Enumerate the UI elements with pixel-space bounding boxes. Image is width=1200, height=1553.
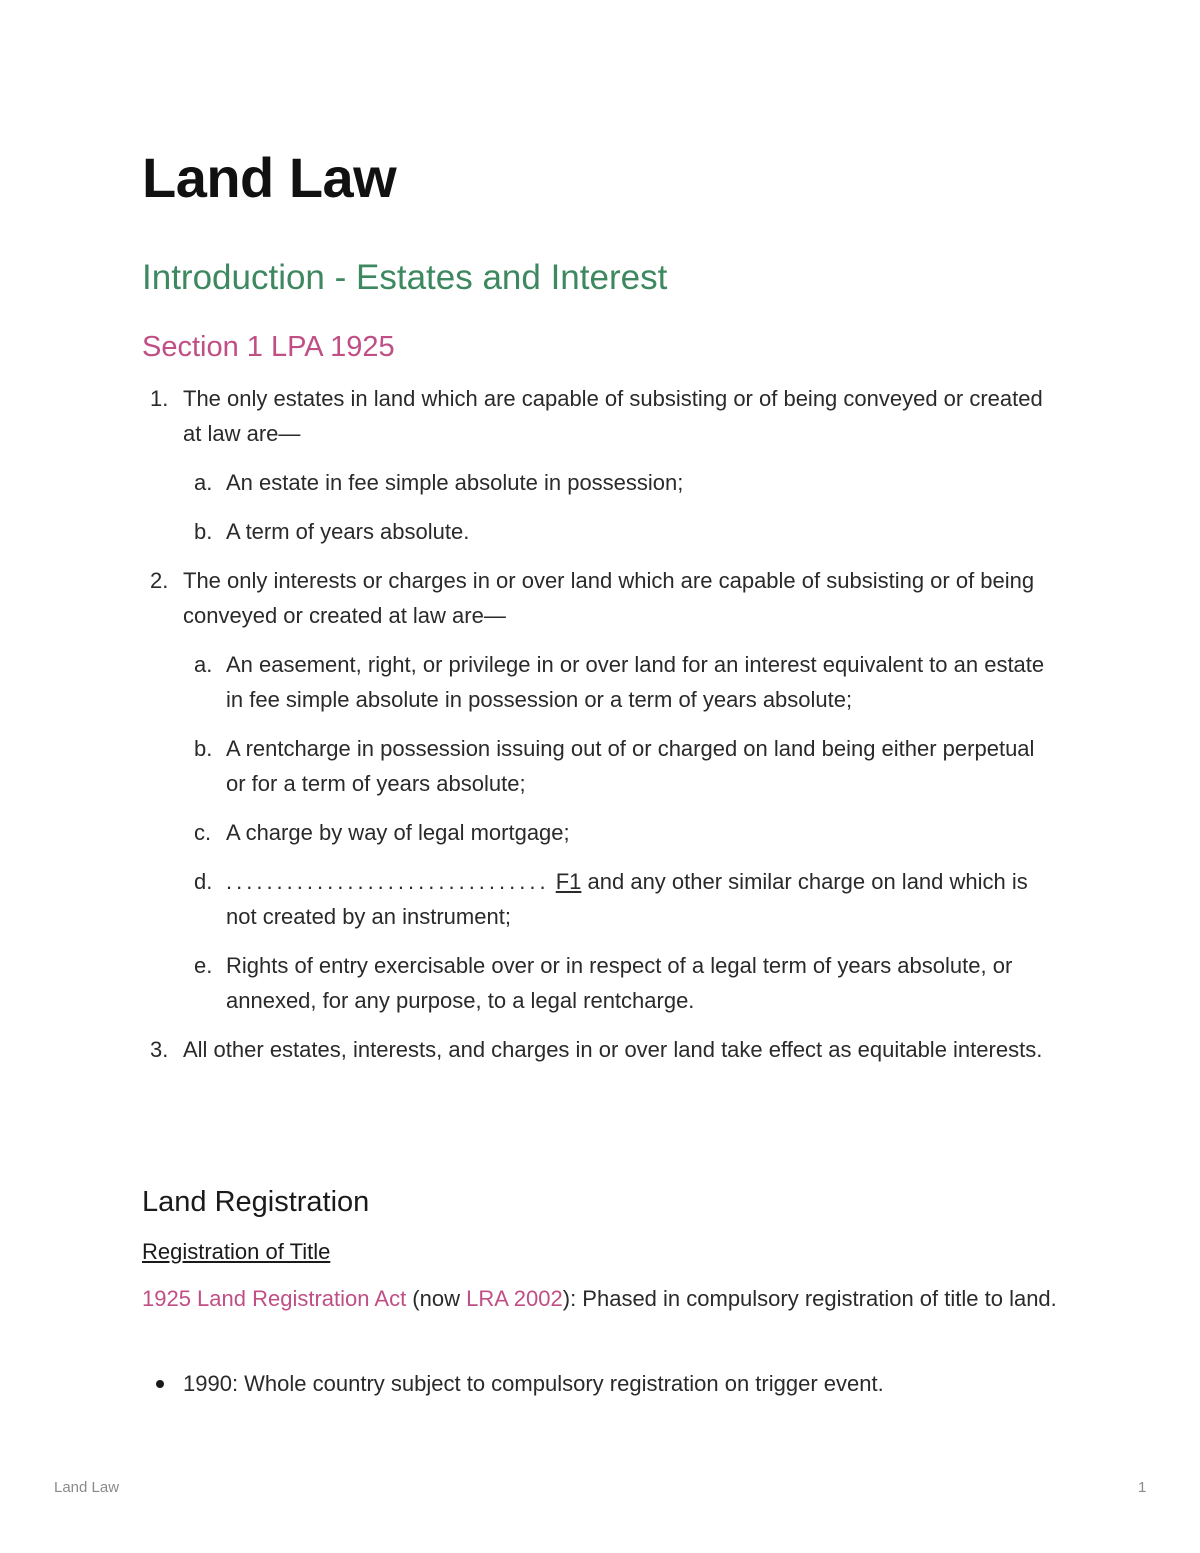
- sub-list-item: [142, 948, 1062, 1018]
- para-text: ): Phased in compulsory registration of title to land.: [562, 1286, 1057, 1311]
- registration-subheading: Registration of Title: [142, 1239, 331, 1264]
- sub-item-text: [226, 864, 1046, 934]
- sub-list-item: [142, 647, 1062, 717]
- sub-item-text-rest: and any other similar charge on land which is not created by an instrument;: [226, 869, 1028, 929]
- sub-item-text: Rights of entry exercisable over or in respect of a legal term of years absolute, or annexed, for any purpose, to a legal rentcharge.: [226, 953, 1013, 1013]
- section-1-list: [142, 381, 1062, 1067]
- sub-letter: b.: [194, 519, 213, 544]
- list-item: [142, 563, 1062, 633]
- section-heading: Section 1 LPA 1925: [142, 331, 395, 363]
- sub-item-text: An estate in fee simple absolute in possession;: [226, 470, 684, 495]
- sub-item-text: An easement, right, or privilege in or over land for an interest equivalent to an estate in fee simple absolute in possession or a term of years absolute;: [226, 652, 1045, 712]
- footer-page-number: 1: [1138, 1479, 1147, 1496]
- repealed-dots: ................................: [226, 869, 550, 894]
- sub-list-item: [142, 731, 1062, 801]
- intro-heading: Introduction - Estates and Interest: [142, 258, 668, 297]
- list-item-text: The only estates in land which are capable of subsisting or of being conveyed or created at law are—: [183, 386, 1043, 446]
- list-item-text: The only interests or charges in or over land which are capable of subsisting or of being conveyed or created at law are—: [183, 568, 1035, 628]
- sub-list-item: [142, 864, 1062, 934]
- lra-2002-link[interactable]: LRA 2002: [466, 1286, 563, 1311]
- sub-letter: c.: [194, 820, 212, 845]
- footnote-ref-link[interactable]: F1: [555, 869, 582, 894]
- list-item: [142, 381, 1062, 451]
- sub-letter: d.: [194, 869, 213, 894]
- bullet-item: [142, 1366, 1062, 1401]
- sub-letter: a.: [194, 652, 213, 677]
- sub-item-text: A term of years absolute.: [226, 519, 470, 544]
- sub-letter: b.: [194, 736, 213, 761]
- list-number: 3.: [150, 1037, 169, 1062]
- sub-item-text: A charge by way of legal mortgage;: [226, 820, 570, 845]
- sub-item-text: A rentcharge in possession issuing out of or charged on land being either perpetual or for a term of years absolute;: [226, 736, 1035, 796]
- registration-heading: Land Registration: [142, 1186, 370, 1218]
- sub-list-item: [142, 815, 1062, 850]
- registration-bullet-list: [142, 1366, 1062, 1401]
- sub-list-item: [142, 514, 1062, 549]
- act-1925-link[interactable]: 1925 Land Registration Act: [142, 1286, 407, 1311]
- bullet-icon: [156, 1380, 164, 1388]
- list-item-text: All other estates, interests, and charges in or over land take effect as equitable interests.: [183, 1037, 1043, 1062]
- para-text: (now: [406, 1286, 467, 1311]
- sub-letter: e.: [194, 953, 213, 978]
- sub-list-item: [142, 465, 1062, 500]
- registration-paragraph: [142, 1281, 1062, 1316]
- document-title: Land Law: [142, 146, 397, 209]
- bullet-text: 1990: Whole country subject to compulsory registration on trigger event.: [183, 1371, 884, 1396]
- list-item: [142, 1032, 1062, 1067]
- footer-doc-title: Land Law: [54, 1479, 120, 1496]
- list-number: 2.: [150, 568, 169, 593]
- sub-letter: a.: [194, 470, 213, 495]
- list-number: 1.: [150, 386, 169, 411]
